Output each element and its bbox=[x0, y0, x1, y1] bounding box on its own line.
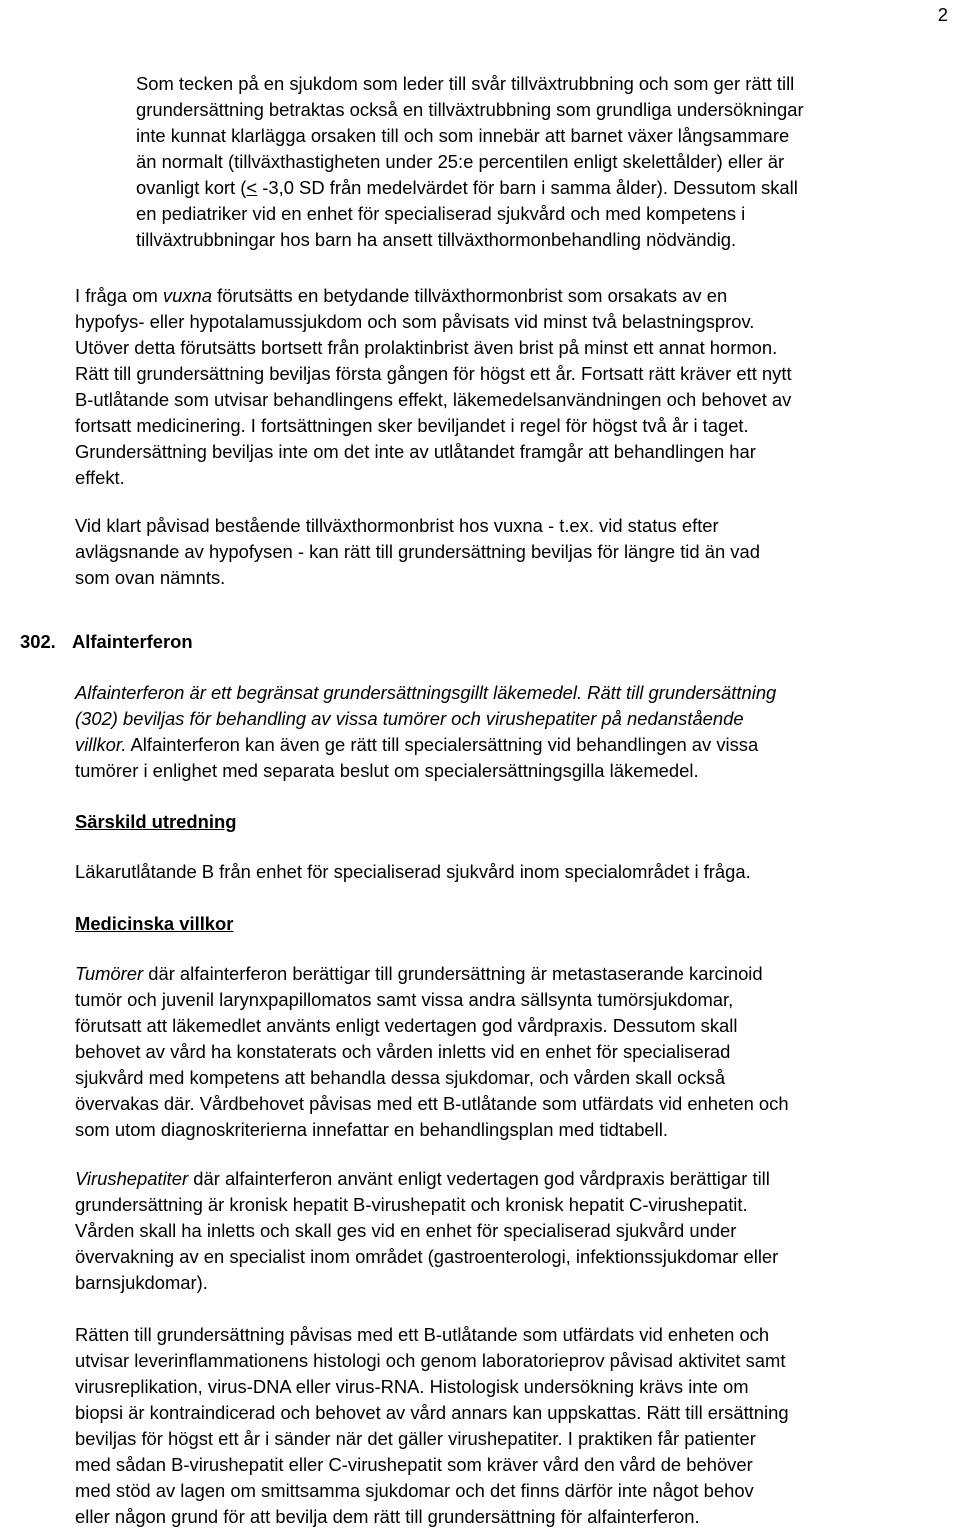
text-line: Grundersättning beviljas inte om det inte av utlåtandet framgår att behandlingen har bbox=[75, 441, 756, 462]
text-line bbox=[136, 175, 940, 201]
text-line bbox=[75, 680, 940, 706]
text-line bbox=[75, 283, 940, 309]
text-run: I fråga om bbox=[75, 285, 163, 306]
emphasis: (302) beviljas för behandling av vissa tumörer och virushepatiter på nedanstående bbox=[75, 708, 744, 729]
text-line: tumörer i enlighet med separata beslut om specialersättningsgilla läkemedel. bbox=[75, 760, 699, 781]
text-line: inte kunnat klarlägga orsaken till och som innebär att barnet växer långsammare bbox=[136, 125, 790, 146]
text-line: Vid klart påvisad bestående tillväxthormonbrist hos vuxna - t.ex. vid status efter bbox=[75, 515, 719, 536]
adults-paragraph bbox=[75, 283, 940, 491]
medical-conditions-heading bbox=[75, 911, 940, 937]
special-investigation-text bbox=[75, 859, 940, 885]
rights-paragraph bbox=[75, 1322, 940, 1530]
text-line: Läkarutlåtande B från enhet för specialiserad sjukvård inom specialområdet i fråga. bbox=[75, 861, 751, 882]
text-line: fortsatt medicinering. I fortsättningen sker beviljandet i regel för högst två år i taget. bbox=[75, 415, 749, 436]
text-line: som ovan nämnts. bbox=[75, 567, 226, 588]
text-line: biopsi är kontraindicerad och behovet av vård annars kan uppskattas. Rätt till ersättning bbox=[75, 1402, 789, 1423]
emphasis: vuxna bbox=[162, 285, 212, 306]
text-line: än normalt (tillväxthastigheten under 25:e percentilen enligt skelettålder) eller är bbox=[136, 151, 785, 172]
text-line: avlägsnande av hypofysen - kan rätt till grundersättning beviljas för längre tid än vad bbox=[75, 541, 760, 562]
section-heading bbox=[20, 629, 193, 655]
text-line: Utöver detta förutsätts bortsett från prolaktinbrist även brist på minst ett annat hormon. bbox=[75, 337, 778, 358]
emphasis: Tumörer bbox=[75, 963, 144, 984]
text-line: sjukvård med kompetens att behandla dessa sjukdomar, och vården skall också bbox=[75, 1067, 726, 1088]
text-run: där alfainterferon använt enligt vedertagen god vårdpraxis berättigar till bbox=[188, 1168, 770, 1189]
text-line: tillväxtrubbningar hos barn ha ansett tillväxthormonbehandling nödvändig. bbox=[136, 229, 737, 250]
page-number: 2 bbox=[937, 4, 948, 25]
text-line: förutsatt att läkemedlet använts enligt vedertagen god vårdpraxis. Dessutom skall bbox=[75, 1015, 738, 1036]
text-line bbox=[75, 961, 940, 987]
special-investigation-heading bbox=[75, 809, 940, 835]
text-line: utvisar leverinflammationens histologi och genom laboratorieprov påvisad aktivitet samt bbox=[75, 1350, 786, 1371]
text-line: övervakning av en specialist inom området (gastroenterologi, infektionssjukdomar eller bbox=[75, 1246, 779, 1267]
text-run: Alfainterferon kan även ge rätt till specialersättning vid behandlingen av vissa bbox=[126, 734, 759, 755]
text-line: som utom diagnoskriterierna innefattar en behandlingsplan med tidtabell. bbox=[75, 1119, 668, 1140]
text-line: med stöd av lagen om smittsamma sjukdomar och det finns därför inte något behov bbox=[75, 1480, 754, 1501]
text-line: grundersättning betraktas också en tillväxtrubbning som grundliga undersökningar bbox=[136, 99, 804, 120]
text-line: med sådan B-virushepatit eller C-virushepatit som kräver vård den vård de behöver bbox=[75, 1454, 753, 1475]
section-title: Alfainterferon bbox=[72, 631, 193, 652]
emphasis: Alfainterferon är ett begränsat grundersättningsgillt läkemedel. Rätt till grundersättning bbox=[75, 682, 777, 703]
text-line: grundersättning är kronisk hepatit B-virushepatit och kronisk hepatit C-virushepatit. bbox=[75, 1194, 748, 1215]
text-line: behovet av vård ha konstaterats och vården inletts vid en enhet för specialiserad bbox=[75, 1041, 731, 1062]
text-line: övervakas där. Vårdbehovet påvisas med ett B-utlåtande som utfärdats vid enheten och bbox=[75, 1093, 789, 1114]
text-line: hypofys- eller hypotalamussjukdom och som påvisats vid minst två belastningsprov. bbox=[75, 311, 755, 332]
text-line: Vården skall ha inletts och skall ges vid en enhet för specialiserad sjukvård under bbox=[75, 1220, 737, 1241]
text-run: -3,0 SD från medelvärdet för barn i samma ålder). Dessutom skall bbox=[257, 177, 798, 198]
section-number: 302. bbox=[20, 631, 56, 652]
emphasis: villkor. bbox=[75, 734, 127, 755]
tumors-paragraph bbox=[75, 961, 940, 1143]
text-line: B-utlåtande som utvisar behandlingens effekt, läkemedelsanvändningen och behovet av bbox=[75, 389, 792, 410]
text-run: där alfainterferon berättigar till grundersättning är metastaserande karcinoid bbox=[143, 963, 763, 984]
heading-text: Särskild utredning bbox=[75, 811, 237, 832]
text-line: effekt. bbox=[75, 467, 125, 488]
hepatitis-paragraph bbox=[75, 1166, 940, 1296]
text-line: Rätt till grundersättning beviljas första gången för högst ett år. Fortsatt rätt kräver ett nytt bbox=[75, 363, 792, 384]
text-line: Rätten till grundersättning påvisas med ett B-utlåtande som utfärdats vid enheten och bbox=[75, 1324, 770, 1345]
text-line bbox=[75, 732, 940, 758]
text-line: beviljas för högst ett år i sänder när det gäller virushepatiter. I praktiken får patienter bbox=[75, 1428, 756, 1449]
heading-text: Medicinska villkor bbox=[75, 913, 234, 934]
text-line: tumör och juvenil larynxpapillomatos samt vissa andra sällsynta tumörsjukdomar, bbox=[75, 989, 734, 1010]
text-line: eller någon grund för att bevilja dem rätt till grundersättning för alfainterferon. bbox=[75, 1506, 700, 1527]
text-run: förutsätts en betydande tillväxthormonbrist som orsakats av en bbox=[211, 285, 728, 306]
less-than-sign: < bbox=[246, 177, 258, 198]
text-line: barnsjukdomar). bbox=[75, 1272, 208, 1293]
alfa-intro-paragraph bbox=[75, 680, 940, 784]
emphasis: Virushepatiter bbox=[75, 1168, 189, 1189]
persistent-paragraph bbox=[75, 513, 940, 591]
text-line: Som tecken på en sjukdom som leder till svår tillväxtrubbning och som ger rätt till bbox=[136, 73, 795, 94]
text-run: ovanligt kort ( bbox=[136, 177, 247, 198]
text-line: en pediatriker vid en enhet för specialiserad sjukvård och med kompetens i bbox=[136, 203, 746, 224]
text-line bbox=[75, 706, 940, 732]
text-line: virusreplikation, virus-DNA eller virus-RNA. Histologisk undersökning krävs inte om bbox=[75, 1376, 749, 1397]
intro-paragraph bbox=[136, 71, 940, 253]
text-line bbox=[75, 1166, 940, 1192]
